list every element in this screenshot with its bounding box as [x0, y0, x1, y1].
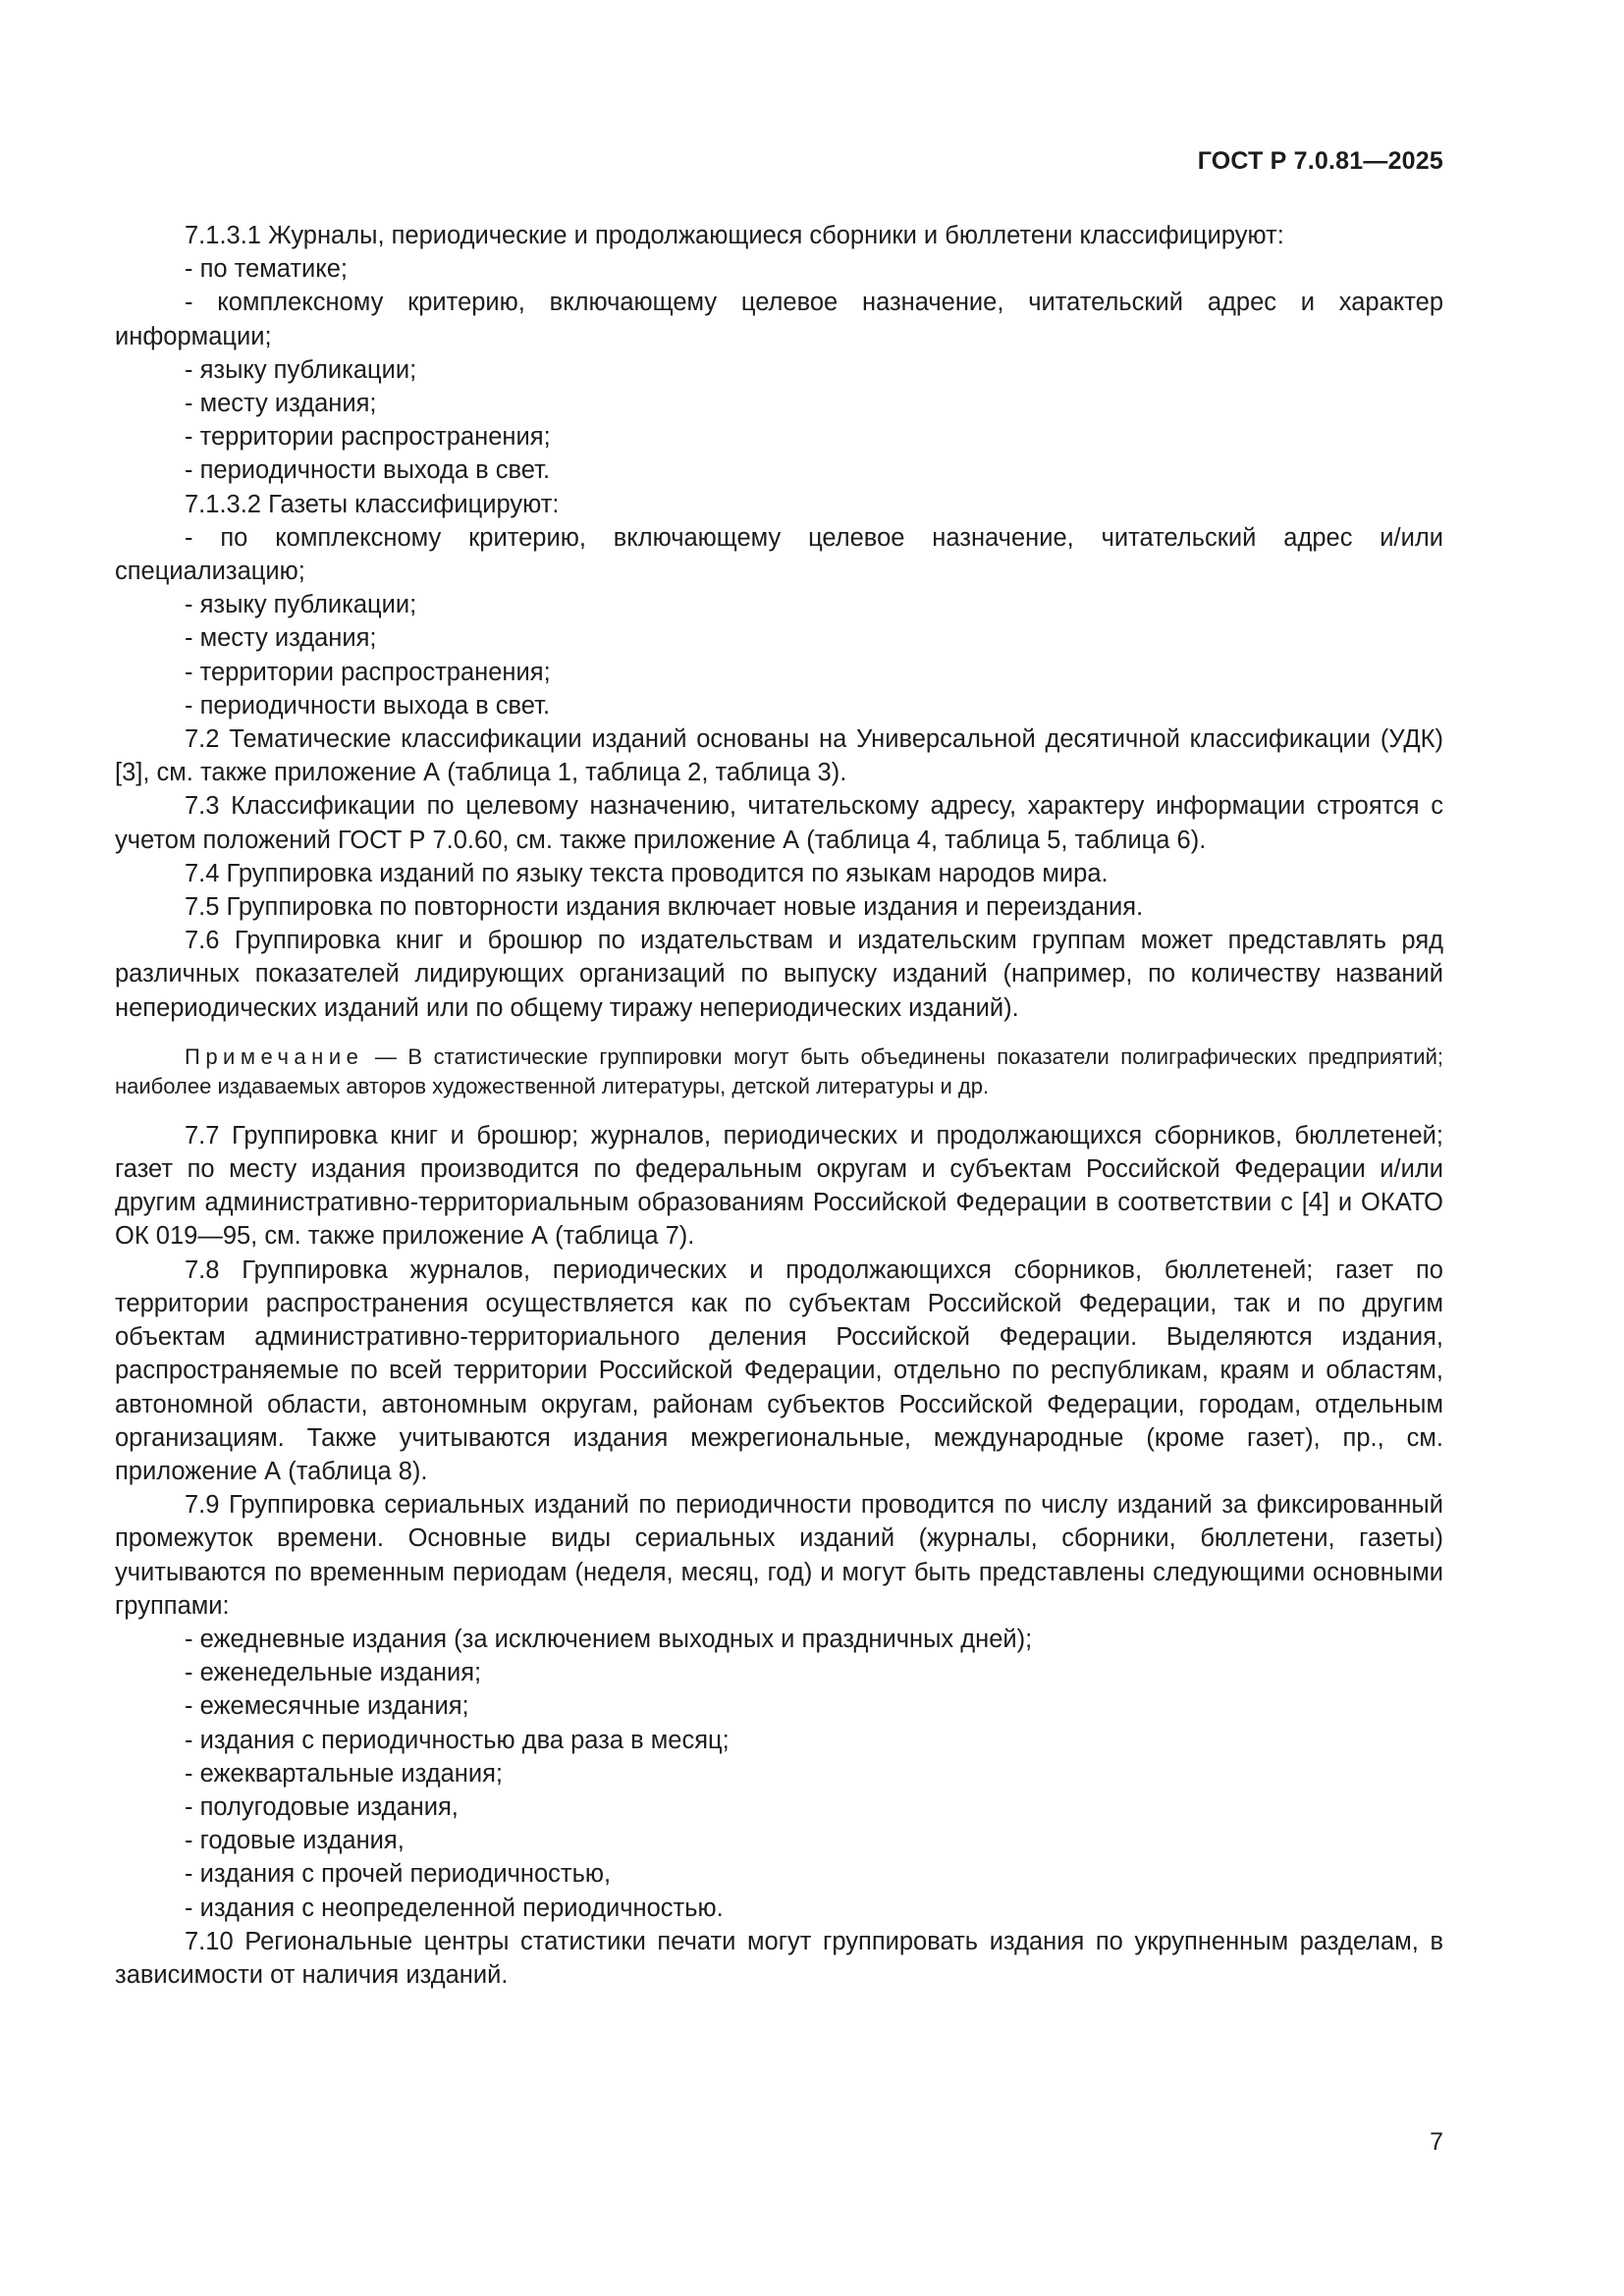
- note-text: — В статистические группировки могут быть объединены показатели полиграфических предприятий; наиболее издаваемых авторов художественной литературы, детской литературы и др.: [115, 1043, 1443, 1098]
- body-paragraph: 7.3 Классификации по целевому назначению, читательскому адресу, характеру информации строятся с учетом положений ГОСТ Р 7.0.60, см. также приложение А (таблица 4, таблица 5, таблица 6).: [115, 792, 1443, 854]
- list-item: - языку публикации;: [185, 591, 417, 619]
- list-item: - ежеквартальные издания;: [185, 1759, 504, 1788]
- list-item: - по комплексному критерию, включающему целевое назначение, читательский адрес и/или специализацию;: [115, 523, 1443, 586]
- list-item: - месту издания;: [185, 390, 377, 418]
- list-item: - полугодовые издания,: [185, 1792, 459, 1821]
- list-item: - издания с периодичностью два раза в месяц;: [185, 1726, 730, 1754]
- body-paragraph: 7.9 Группировка сериальных изданий по периодичности проводится по числу изданий за фиксированный промежуток времени. Основные виды сериальных изданий (журналы, сборники, бюллетени, газеты) учитываются по временным периодам (неделя, месяц, год) и могут быть представлены следующими основными группами:: [115, 1491, 1443, 1620]
- body-paragraph: 7.1.3.2 Газеты классифицируют:: [185, 490, 560, 518]
- body-paragraph: 7.7 Группировка книг и брошюр; журналов, периодических и продолжающихся сборников, бюллетеней; газет по месту издания производится по федеральным округам и субъектам Российской Федерации и/или другим административно-территориальным образованиям Российской Федерации в соответствии с [4] и ОКАТО ОК 019—95, см. также приложение А (таблица 7).: [115, 1121, 1443, 1251]
- body-paragraph: 7.4 Группировка изданий по языку текста проводится по языкам народов мира.: [185, 859, 1109, 887]
- page-number: 7: [1430, 2128, 1443, 2156]
- body-paragraph: 7.10 Региональные центры статистики печати могут группировать издания по укрупненным разделам, в зависимости от наличия изданий.: [115, 1927, 1443, 1989]
- body-paragraph: 7.1.3.1 Журналы, периодические и продолжающиеся сборники и бюллетени классифицируют:: [185, 222, 1284, 249]
- document-body: [115, 219, 1443, 1992]
- list-item: - ежемесячные издания;: [185, 1692, 469, 1721]
- list-item: - периодичности выхода в свет.: [185, 456, 551, 485]
- list-item: - еженедельные издания;: [185, 1659, 482, 1687]
- list-item: - по тематике;: [185, 255, 349, 284]
- body-paragraph: 7.2 Тематические классификации изданий основаны на Универсальной десятичной классификации (УДК) [3], см. также приложение А (таблица 1, таблица 2, таблица 3).: [115, 725, 1443, 787]
- list-item: - языку публикации;: [185, 355, 417, 384]
- note-label: Примечание: [185, 1043, 364, 1069]
- list-item: - годовые издания,: [185, 1827, 405, 1855]
- document-code-header: ГОСТ Р 7.0.81—2025: [1197, 147, 1443, 175]
- list-item: - территории распространения;: [185, 423, 551, 452]
- body-paragraph: 7.8 Группировка журналов, периодических и продолжающихся сборников, бюллетеней; газет по территории распространения осуществляется как по субъектам Российской Федерации, так и по другим объектам административно-территориального деления Российской Федерации. Выделяются издания, распространяемые по всей территории Российской Федерации, отдельно по республикам, краям и областям, автономной области, автономным округам, районам субъектов Российской Федерации, городам, отдельным организациям. Также учитываются издания межрегиональные, международные (кроме газет), пр., см. приложение А (таблица 8).: [115, 1255, 1443, 1485]
- note-paragraph: [115, 1042, 1443, 1101]
- list-item: - издания с неопределенной периодичностью.: [185, 1894, 724, 1922]
- list-item: - территории распространения;: [185, 658, 551, 686]
- body-paragraph: 7.6 Группировка книг и брошюр по издательствам и издательским группам может представлять ряд различных показателей лидирующих организаций по выпуску изданий (например, по количеству названий непериодических изданий или по общему тиражу непериодических изданий).: [115, 927, 1443, 1022]
- list-item: - комплексному критерию, включающему целевое назначение, читательский адрес и характер информации;: [115, 289, 1443, 350]
- list-item: - издания с прочей периодичностью,: [185, 1860, 612, 1889]
- list-item: - ежедневные издания (за исключением выходных и праздничных дней);: [185, 1625, 1033, 1653]
- body-paragraph: 7.5 Группировка по повторности издания включает новые издания и переиздания.: [185, 893, 1144, 922]
- list-item: - периодичности выхода в свет.: [185, 691, 551, 720]
- list-item: - месту издания;: [185, 624, 377, 653]
